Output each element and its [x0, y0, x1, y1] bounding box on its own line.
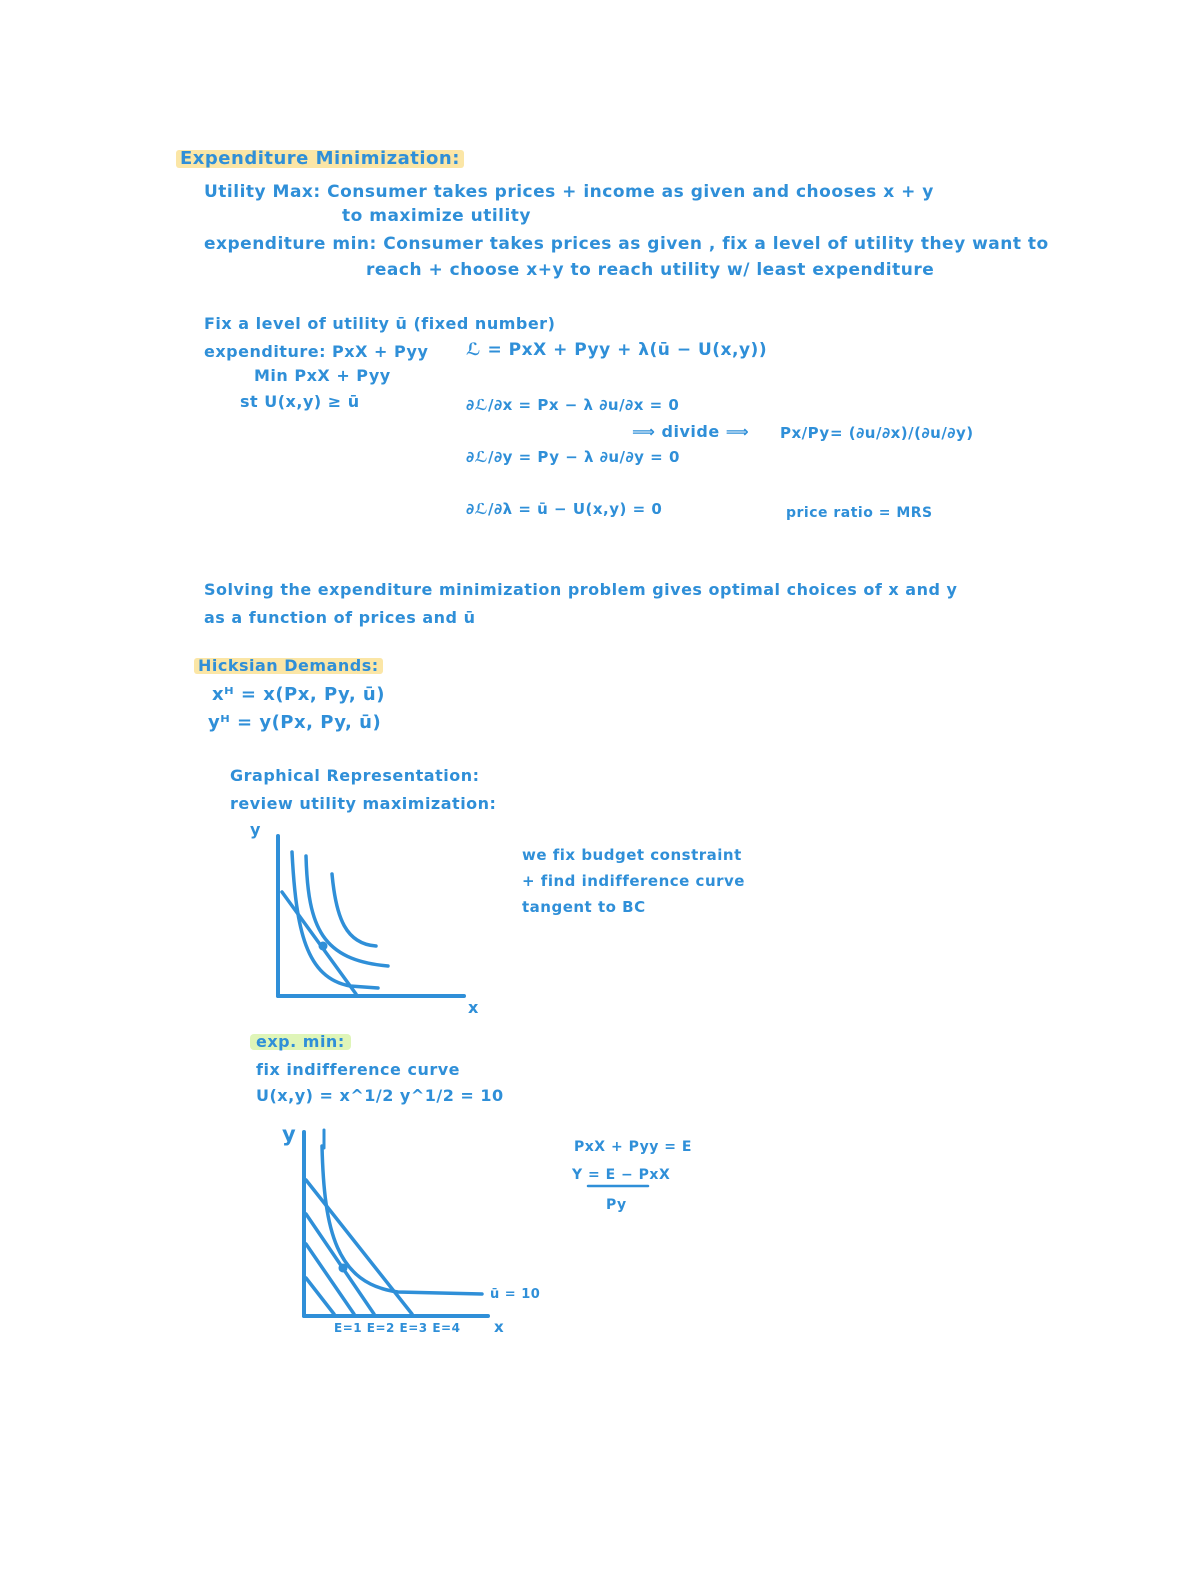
budget-solved-denominator: Py: [606, 1197, 627, 1213]
graph1-note-1: we fix budget constraint: [522, 846, 742, 864]
graph1-axis-x-label: x: [468, 998, 479, 1017]
mrs-fraction: = (∂u/∂x)/(∂u/∂y): [830, 424, 974, 442]
fix-level-of-utility: Fix a level of utility ū (fixed number): [204, 314, 556, 333]
graph2-axis-y-label: y: [282, 1122, 297, 1146]
graph2-axis-x-label: x: [494, 1318, 505, 1336]
graph2-expenditure-labels: E=1 E=2 E=3 E=4: [334, 1321, 461, 1335]
minimize-objective: Min PxX + Pyy: [254, 366, 391, 385]
graphical-representation-title: Graphical Representation:: [230, 766, 480, 785]
fix-indifference-curve: fix indifference curve: [256, 1060, 461, 1079]
foc-x: ∂ℒ/∂x = Px − λ ∂u/∂x = 0: [466, 396, 680, 414]
divide-arrow: ⟹ divide ⟹: [632, 422, 750, 441]
utility-max-line-2: to maximize utility: [342, 206, 532, 226]
exp-min-title: exp. min:: [250, 1034, 351, 1050]
graph2-budget-line-e1: [306, 1278, 334, 1314]
budget-solved-numerator: Y = E − PxX: [572, 1167, 671, 1183]
graph2-tangency-point: [339, 1264, 348, 1273]
price-ratio-equals-mrs: price ratio = MRS: [786, 505, 933, 521]
graph2-budget-line-e2: [306, 1244, 354, 1314]
budget-equation: PxX + Pyy = E: [574, 1139, 692, 1155]
lagrangian: ℒ = PxX + Pyy + λ(ū − U(x,y)): [466, 340, 768, 360]
expenditure-min-line-2: reach + choose x+y to reach utility w/ least expenditure: [366, 260, 935, 280]
price-ratio-fraction: Px/Py: [780, 424, 830, 442]
expenditure-min-line-1: expenditure min: Consumer takes prices as given , fix a level of utility they want to: [204, 234, 1049, 254]
hicksian-y: yᴴ = y(Px, Py, ū): [208, 712, 382, 733]
hicksian-x: xᴴ = x(Px, Py, ū): [212, 684, 385, 705]
foc-y: ∂ℒ/∂y = Py − λ ∂u/∂y = 0: [466, 448, 680, 466]
solving-line-2: as a function of prices and ū: [204, 608, 476, 627]
graph1-note-2: + find indifference curve: [522, 872, 745, 890]
graph2-budget-line-e3: [306, 1214, 374, 1314]
graph2-ubar-label: ū = 10: [490, 1287, 541, 1302]
graph1-note-3: tangent to BC: [522, 898, 646, 916]
section-title-hicksian-demands: Hicksian Demands:: [194, 658, 383, 674]
solving-line-1: Solving the expenditure minimization problem gives optimal choices of x and y: [204, 580, 958, 599]
section-title-expenditure-minimization: Expenditure Minimization:: [176, 150, 464, 168]
subject-to-constraint: st U(x,y) ≥ ū: [240, 392, 360, 411]
utility-max-line-1: Utility Max: Consumer takes prices + income as given and chooses x + y: [204, 182, 934, 202]
review-utility-max: review utility maximization:: [230, 794, 497, 813]
foc-lambda: ∂ℒ/∂λ = ū − U(x,y) = 0: [466, 500, 663, 518]
graph1-axis-y-label: y: [250, 820, 261, 839]
expenditure-expression: expenditure: PxX + Pyy: [204, 342, 429, 361]
utility-function: U(x,y) = x^1/2 y^1/2 = 10: [256, 1086, 504, 1105]
